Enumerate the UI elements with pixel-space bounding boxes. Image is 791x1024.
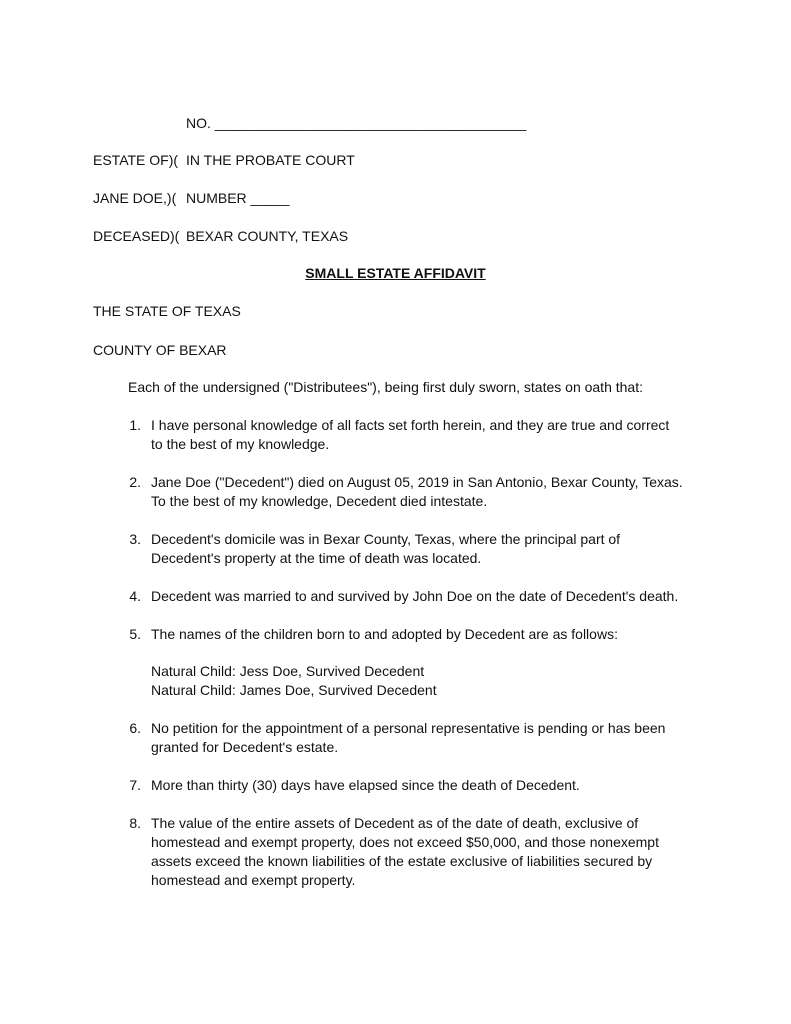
item-3-line-1: Decedent's domicile was in Bexar County, Texas, where the principal part of — [151, 531, 621, 547]
document-title: SMALL ESTATE AFFIDAVIT — [305, 265, 486, 281]
caption-left-estate: ESTATE OF)( — [93, 152, 179, 168]
item-2-line-1: Jane Doe ("Decedent") died on August 05, 2019 in San Antonio, Bexar County, Texas. — [151, 474, 683, 490]
item-8-line-1: The value of the entire assets of Decedent as of the date of death, exclusive of — [151, 815, 639, 831]
child-entry: Natural Child: James Doe, Survived Decedent — [151, 682, 437, 698]
item-number: 5. — [129, 626, 141, 642]
item-1-line-1: I have personal knowledge of all facts set forth herein, and they are true and correct — [151, 417, 670, 433]
cause-number-line: NO. ________________________________________ — [186, 115, 527, 131]
venue-county: COUNTY OF BEXAR — [93, 342, 227, 358]
item-number: 7. — [129, 777, 141, 793]
item-6-line-1: No petition for the appointment of a personal representative is pending or has been — [151, 720, 666, 736]
item-number: 3. — [129, 531, 141, 547]
item-8-line-3: assets exceed the known liabilities of the estate exclusive of liabilities secured by — [151, 853, 653, 869]
item-number: 6. — [129, 720, 141, 736]
item-number: 1. — [129, 417, 141, 433]
item-6-line-2: granted for Decedent's estate. — [151, 739, 339, 755]
item-8-line-4: homestead and exempt property. — [151, 872, 356, 888]
item-3-line-2: Decedent's property at the time of death was located. — [151, 550, 482, 566]
intro-paragraph: Each of the undersigned ("Distributees"), being first duly sworn, states on oath that: — [128, 379, 643, 395]
item-4-line-1: Decedent was married to and survived by John Doe on the date of Decedent's death. — [151, 588, 679, 604]
item-number: 2. — [129, 474, 141, 490]
item-8-line-2: homestead and exempt property, does not exceed $50,000, and those nonexempt — [151, 834, 659, 850]
caption-left-name: JANE DOE,)( — [93, 190, 177, 206]
item-7-line-1: More than thirty (30) days have elapsed since the death of Decedent. — [151, 777, 580, 793]
caption-right-county: BEXAR COUNTY, TEXAS — [186, 228, 349, 244]
item-5-line-1: The names of the children born to and adopted by Decedent are as follows: — [151, 626, 618, 642]
item-number: 8. — [129, 815, 141, 831]
caption-right-court: IN THE PROBATE COURT — [186, 152, 355, 168]
caption-right-number: NUMBER _____ — [186, 190, 290, 206]
venue-state: THE STATE OF TEXAS — [93, 303, 241, 319]
item-1-line-2: to the best of my knowledge. — [151, 436, 330, 452]
item-number: 4. — [129, 588, 141, 604]
caption-left-deceased: DECEASED)( — [93, 228, 180, 244]
child-entry: Natural Child: Jess Doe, Survived Decedent — [151, 663, 425, 679]
item-2-line-2: To the best of my knowledge, Decedent died intestate. — [151, 493, 488, 509]
